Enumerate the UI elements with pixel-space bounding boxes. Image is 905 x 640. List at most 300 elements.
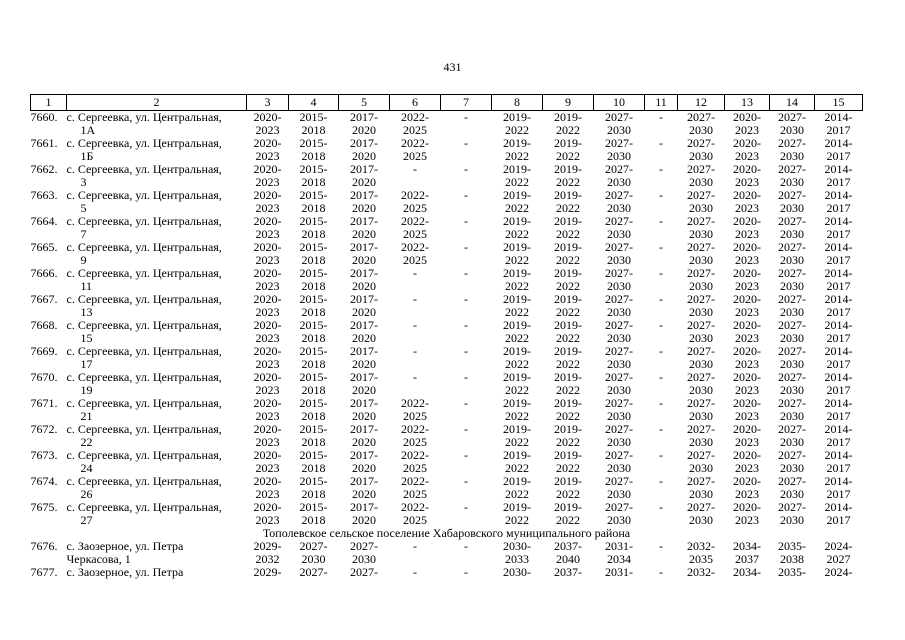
table-row bbox=[31, 111, 863, 138]
table-cell: 2019- 2022 bbox=[503, 318, 531, 345]
table-row bbox=[31, 319, 863, 345]
address-line-2: 13 bbox=[80, 305, 93, 319]
address-line-2: 24 bbox=[80, 461, 93, 475]
address-line-2: 27 bbox=[80, 513, 93, 527]
table-cell: 2019- 2022 bbox=[554, 344, 582, 371]
address-line-1: с. Сергеевка, ул. Центральная, bbox=[66, 110, 222, 124]
table-cell: 2019- 2022 bbox=[503, 136, 531, 163]
table-cell: 2027- 2030 bbox=[605, 500, 633, 527]
table-cell: - bbox=[413, 292, 417, 306]
table-cell: 2022- 2025 bbox=[401, 448, 429, 475]
table-cell: 2020- 2023 bbox=[253, 110, 282, 137]
column-header-13: 13 bbox=[725, 95, 770, 111]
table-cell: 2030- bbox=[503, 566, 531, 579]
table-cell: 2019- 2022 bbox=[503, 500, 531, 527]
table-cell: 2019- 2022 bbox=[554, 266, 582, 293]
table-cell: 2037- bbox=[554, 566, 582, 579]
address-line-2: 9 bbox=[80, 253, 87, 267]
address-line-1: с. Сергеевка, ул. Центральная, bbox=[66, 136, 222, 150]
table-cell: 2020- 2023 bbox=[253, 474, 282, 501]
table-cell: 2029- 2032 bbox=[253, 539, 282, 566]
table-cell: 2014- 2017 bbox=[824, 110, 853, 137]
table-cell: 2017- 2020 bbox=[350, 136, 378, 163]
table-cell: 2027- 2030 bbox=[687, 162, 715, 189]
table-cell: 2015- 2018 bbox=[299, 136, 328, 163]
column-header-15: 15 bbox=[815, 95, 863, 111]
table-cell: 2027- 2030 bbox=[605, 370, 633, 397]
table-cell: - bbox=[413, 318, 417, 332]
table-cell: 2014- 2017 bbox=[824, 136, 853, 163]
table-cell: 2027- 2030 bbox=[350, 539, 378, 566]
table-cell: 2015- 2018 bbox=[299, 500, 328, 527]
table-cell: - bbox=[464, 136, 468, 150]
table-cell: - bbox=[464, 318, 468, 332]
table-cell: 2027- 2030 bbox=[605, 214, 633, 241]
table-cell: 2015- 2018 bbox=[299, 344, 328, 371]
address-line-1: с. Сергеевка, ул. Центральная, bbox=[66, 240, 222, 254]
table-cell: - bbox=[659, 110, 663, 124]
table-cell: 2017- 2020 bbox=[350, 162, 378, 189]
table-cell: 2015- 2018 bbox=[299, 162, 328, 189]
table-cell: 2014- 2017 bbox=[824, 448, 853, 475]
address-cell bbox=[67, 215, 247, 241]
table-row bbox=[31, 397, 863, 423]
table-cell: 2022- 2025 bbox=[401, 136, 429, 163]
table-cell: - bbox=[659, 318, 663, 332]
address-cell bbox=[67, 501, 247, 527]
address-line-1: с. Сергеевка, ул. Центральная, bbox=[66, 396, 222, 410]
table-cell: 2027- 2030 bbox=[687, 110, 715, 137]
table-cell: - bbox=[659, 162, 663, 176]
table-cell: 2027- 2030 bbox=[687, 318, 715, 345]
table-cell: 2019- 2022 bbox=[554, 422, 582, 449]
table-cell: 2017- 2020 bbox=[350, 318, 378, 345]
table-cell: 2027- 2030 bbox=[605, 136, 633, 163]
address-cell bbox=[67, 293, 247, 319]
table-cell: 2017- 2020 bbox=[350, 422, 378, 449]
table-row bbox=[31, 215, 863, 241]
table-cell: 2027- 2030 bbox=[778, 318, 806, 345]
table-cell: 2014- 2017 bbox=[824, 266, 853, 293]
table-cell: 2027- 2030 bbox=[778, 162, 806, 189]
table-cell: - bbox=[659, 539, 663, 553]
table-cell: 2020- 2023 bbox=[733, 448, 761, 475]
table-cell: - bbox=[659, 500, 663, 514]
table-cell: 2020- 2023 bbox=[253, 240, 282, 267]
table-cell: 2027- 2030 bbox=[778, 188, 806, 215]
table-cell: 2019- 2022 bbox=[554, 292, 582, 319]
table-cell: 2027- 2030 bbox=[778, 240, 806, 267]
table-cell: 2014- 2017 bbox=[824, 422, 853, 449]
table-cell: - bbox=[464, 344, 468, 358]
address-line-2: 1Б bbox=[80, 149, 94, 163]
table-cell: 2034- bbox=[733, 566, 761, 579]
table-cell: 2015- 2018 bbox=[299, 240, 328, 267]
table-cell: 2027- 2030 bbox=[778, 266, 806, 293]
table-cell: 2027- 2030 bbox=[778, 422, 806, 449]
table-cell: - bbox=[464, 110, 468, 124]
table-cell: 2020- 2023 bbox=[253, 136, 282, 163]
table-cell: 2027- 2030 bbox=[605, 292, 633, 319]
address-cell bbox=[67, 397, 247, 423]
address-line-2: 3 bbox=[80, 175, 87, 189]
table-cell: 2027- 2030 bbox=[605, 188, 633, 215]
table-cell: 2035- 2038 bbox=[778, 539, 806, 566]
table-cell: 2020- 2023 bbox=[733, 422, 761, 449]
table-cell: 2027- bbox=[350, 566, 378, 579]
table-cell: 2017- 2020 bbox=[350, 110, 378, 137]
address-line-1: с. Сергеевка, ул. Центральная, bbox=[66, 318, 222, 332]
address-line-1: с. Сергеевка, ул. Центральная, bbox=[66, 500, 222, 514]
table-cell: 2022- 2025 bbox=[401, 240, 429, 267]
address-cell bbox=[67, 566, 247, 579]
table-cell: 2027- 2030 bbox=[299, 539, 328, 566]
table-cell: - bbox=[464, 188, 468, 202]
address-line-2: 21 bbox=[80, 409, 93, 423]
table-cell: 2027- 2030 bbox=[778, 214, 806, 241]
table-cell: 2019- 2022 bbox=[503, 448, 531, 475]
table-cell: 2027- 2030 bbox=[605, 318, 633, 345]
table-cell: 2017- 2020 bbox=[350, 188, 378, 215]
table-cell: 2019- 2022 bbox=[554, 214, 582, 241]
table-row bbox=[31, 449, 863, 475]
table-cell: - bbox=[464, 474, 468, 488]
address-cell bbox=[67, 371, 247, 397]
table-cell: 2027- 2030 bbox=[605, 266, 633, 293]
table-row bbox=[31, 293, 863, 319]
table-cell: 2027- 2030 bbox=[687, 136, 715, 163]
table-cell: 2027- 2030 bbox=[605, 474, 633, 501]
table-cell: 2020- 2023 bbox=[733, 214, 761, 241]
table-cell: 2027- 2030 bbox=[687, 214, 715, 241]
table-cell: 2031- 2034 bbox=[605, 539, 633, 566]
address-line-1: с. Сергеевка, ул. Центральная, bbox=[66, 292, 222, 306]
table-cell: 2027- 2030 bbox=[687, 370, 715, 397]
table-cell: 2027- 2030 bbox=[778, 344, 806, 371]
table-cell: 2031- bbox=[605, 566, 633, 579]
table-row bbox=[31, 475, 863, 501]
table-cell: 2037- 2040 bbox=[554, 539, 582, 566]
address-cell bbox=[67, 540, 247, 566]
address-line-2: 15 bbox=[80, 331, 93, 345]
table-cell: - bbox=[659, 566, 663, 579]
address-line-2: 26 bbox=[80, 487, 93, 501]
table-cell: 2019- 2022 bbox=[503, 214, 531, 241]
table-cell: 2015- 2018 bbox=[299, 448, 328, 475]
table-cell: - bbox=[659, 214, 663, 228]
table-cell: - bbox=[464, 396, 468, 410]
table-row bbox=[31, 137, 863, 163]
table-cell: - bbox=[659, 266, 663, 280]
table-cell: 2019- 2022 bbox=[503, 344, 531, 371]
table-cell: 2027- 2030 bbox=[605, 344, 633, 371]
address-line-2: 1А bbox=[80, 123, 96, 137]
column-header-3: 3 bbox=[247, 95, 289, 111]
column-header-6: 6 bbox=[390, 95, 441, 111]
table-cell: 2020- 2023 bbox=[253, 344, 282, 371]
table-cell: 2032- 2035 bbox=[687, 539, 715, 566]
address-line-2: Черкасова, 1 bbox=[66, 552, 131, 566]
table-cell: 2030- 2033 bbox=[503, 539, 531, 566]
column-header-2: 2 bbox=[67, 95, 247, 111]
table-cell: 2020- 2023 bbox=[253, 500, 282, 527]
table-cell: 2019- 2022 bbox=[503, 370, 531, 397]
table-cell: 2027- 2030 bbox=[605, 110, 633, 137]
column-header-9: 9 bbox=[543, 95, 594, 111]
address-cell bbox=[67, 319, 247, 345]
table-cell: 2017- 2020 bbox=[350, 344, 378, 371]
table-row bbox=[31, 423, 863, 449]
table-cell: 2015- 2018 bbox=[299, 110, 328, 137]
table-cell: - bbox=[464, 566, 468, 579]
table-cell: 2027- 2030 bbox=[778, 292, 806, 319]
address-line-1: с. Сергеевка, ул. Центральная, bbox=[66, 266, 222, 280]
table-cell: 2022- 2025 bbox=[401, 188, 429, 215]
table-cell: - bbox=[659, 136, 663, 150]
table-row bbox=[31, 241, 863, 267]
table-cell: 2019- 2022 bbox=[503, 240, 531, 267]
table-cell: 2015- 2018 bbox=[299, 422, 328, 449]
table-cell: 2020- 2023 bbox=[733, 240, 761, 267]
table-cell: - bbox=[413, 344, 417, 358]
table-cell: - bbox=[464, 500, 468, 514]
table-cell: - bbox=[464, 266, 468, 280]
table-cell: 2019- 2022 bbox=[503, 396, 531, 423]
address-cell bbox=[67, 423, 247, 449]
table-cell: - bbox=[464, 448, 468, 462]
table-row bbox=[31, 189, 863, 215]
table-cell: 2017- 2020 bbox=[350, 266, 378, 293]
section-title: Тополевское сельское поселение Хабаровского муниципального района bbox=[262, 526, 631, 540]
row-number: 7661. bbox=[30, 136, 58, 150]
table-cell: 2019- 2022 bbox=[554, 240, 582, 267]
table-cell: 2014- 2017 bbox=[824, 240, 853, 267]
table-cell: - bbox=[464, 539, 468, 553]
table-cell: - bbox=[464, 422, 468, 436]
address-cell bbox=[67, 241, 247, 267]
address-line-1: с. Сергеевка, ул. Центральная, bbox=[66, 448, 222, 462]
address-cell bbox=[67, 189, 247, 215]
page-number: 431 bbox=[443, 60, 462, 74]
address-line-1: с. Сергеевка, ул. Центральная, bbox=[66, 214, 222, 228]
address-line-2: 5 bbox=[80, 201, 87, 215]
address-cell bbox=[67, 475, 247, 501]
table-cell: 2017- 2020 bbox=[350, 448, 378, 475]
row-number: 7671. bbox=[30, 396, 58, 410]
table-cell: 2019- 2022 bbox=[503, 474, 531, 501]
table-cell: 2020- 2023 bbox=[253, 214, 282, 241]
table-cell: 2020- 2023 bbox=[733, 136, 761, 163]
address-line-2: 19 bbox=[80, 383, 93, 397]
table-cell: 2019- 2022 bbox=[554, 474, 582, 501]
table-cell: - bbox=[464, 214, 468, 228]
address-line-1: с. Сергеевка, ул. Центральная, bbox=[66, 370, 222, 384]
table-cell: 2027- 2030 bbox=[778, 474, 806, 501]
table-cell: 2020- 2023 bbox=[733, 344, 761, 371]
table-cell: 2017- 2020 bbox=[350, 474, 378, 501]
table-cell: 2020- 2023 bbox=[733, 396, 761, 423]
address-cell bbox=[67, 163, 247, 189]
address-cell bbox=[67, 449, 247, 475]
table-cell: 2017- 2020 bbox=[350, 214, 378, 241]
table-row bbox=[31, 371, 863, 397]
table-cell: - bbox=[413, 370, 417, 384]
table-cell: 2019- 2022 bbox=[554, 500, 582, 527]
table-cell: 2022- 2025 bbox=[401, 422, 429, 449]
table-cell: - bbox=[659, 474, 663, 488]
table-cell: 2029- bbox=[253, 566, 282, 579]
address-line-2: 7 bbox=[80, 227, 87, 241]
table-cell: 2019- 2022 bbox=[554, 396, 582, 423]
table-cell: 2027- 2030 bbox=[778, 136, 806, 163]
table-cell: 2022- 2025 bbox=[401, 214, 429, 241]
table-cell: 2027- 2030 bbox=[687, 344, 715, 371]
table-cell: 2027- 2030 bbox=[778, 370, 806, 397]
table-cell: 2027- 2030 bbox=[687, 188, 715, 215]
table-cell: 2027- 2030 bbox=[778, 500, 806, 527]
table-cell: 2020- 2023 bbox=[253, 448, 282, 475]
table-cell: 2022- 2025 bbox=[401, 500, 429, 527]
address-cell bbox=[67, 137, 247, 163]
address-line-2: 17 bbox=[80, 357, 93, 371]
table-cell: 2027- 2030 bbox=[687, 292, 715, 319]
row-number: 7676. bbox=[30, 539, 58, 553]
table-cell: 2027- 2030 bbox=[778, 110, 806, 137]
table-cell: 2019- 2022 bbox=[503, 110, 531, 137]
row-number: 7674. bbox=[30, 474, 58, 488]
table-row bbox=[31, 540, 863, 566]
table-cell: - bbox=[413, 539, 417, 553]
table-row bbox=[31, 345, 863, 371]
table-cell: 2014- 2017 bbox=[824, 292, 853, 319]
table-cell: 2020- 2023 bbox=[253, 266, 282, 293]
table-cell: 2020- 2023 bbox=[253, 370, 282, 397]
table-cell: 2017- 2020 bbox=[350, 500, 378, 527]
table-cell: 2020- 2023 bbox=[253, 292, 282, 319]
address-cell bbox=[67, 267, 247, 293]
table-cell: 2015- 2018 bbox=[299, 188, 328, 215]
address-cell bbox=[67, 111, 247, 138]
table-cell: 2020- 2023 bbox=[253, 318, 282, 345]
table-cell: 2027- 2030 bbox=[605, 162, 633, 189]
table-cell: 2019- 2022 bbox=[503, 292, 531, 319]
table-cell: 2020- 2023 bbox=[733, 266, 761, 293]
address-line-1: с. Сергеевка, ул. Центральная, bbox=[66, 188, 222, 202]
address-line-2: 11 bbox=[80, 279, 93, 293]
column-header-5: 5 bbox=[339, 95, 390, 111]
row-number: 7664. bbox=[30, 214, 58, 228]
table-cell: 2020- 2023 bbox=[253, 422, 282, 449]
table-cell: 2020- 2023 bbox=[733, 162, 761, 189]
table-row bbox=[31, 267, 863, 293]
table-row bbox=[31, 163, 863, 189]
table-cell: 2019- 2022 bbox=[554, 370, 582, 397]
table-cell: 2019- 2022 bbox=[503, 266, 531, 293]
data-table bbox=[30, 94, 863, 579]
row-number: 7666. bbox=[30, 266, 58, 280]
table-cell: - bbox=[413, 566, 417, 579]
table-cell: 2019- 2022 bbox=[554, 110, 582, 137]
table-cell: - bbox=[413, 162, 417, 176]
table-cell: 2015- 2018 bbox=[299, 370, 328, 397]
column-header-10: 10 bbox=[594, 95, 645, 111]
address-line-2: 22 bbox=[80, 435, 93, 449]
table-cell: 2020- 2023 bbox=[253, 188, 282, 215]
table-cell: - bbox=[413, 266, 417, 280]
table-cell: 2019- 2022 bbox=[503, 188, 531, 215]
address-line-1: с. Заозерное, ул. Петра bbox=[66, 539, 184, 553]
column-header-12: 12 bbox=[678, 95, 725, 111]
table-cell: 2027- 2030 bbox=[605, 396, 633, 423]
table-cell: 2027- 2030 bbox=[687, 500, 715, 527]
table-cell: 2035- bbox=[778, 566, 806, 579]
table-cell: 2014- 2017 bbox=[824, 188, 853, 215]
table-cell: 2027- 2030 bbox=[687, 448, 715, 475]
row-number: 7670. bbox=[30, 370, 58, 384]
table-cell: 2027- 2030 bbox=[778, 396, 806, 423]
address-cell bbox=[67, 345, 247, 371]
row-number: 7677. bbox=[30, 566, 58, 579]
table-cell: 2014- 2017 bbox=[824, 500, 853, 527]
table-cell: 2032- bbox=[687, 566, 715, 579]
column-header-11: 11 bbox=[645, 95, 678, 111]
table-cell: 2020- 2023 bbox=[253, 162, 282, 189]
table-cell: - bbox=[659, 292, 663, 306]
table-cell: 2027- 2030 bbox=[605, 422, 633, 449]
column-header-4: 4 bbox=[289, 95, 339, 111]
table-cell: - bbox=[464, 162, 468, 176]
table-cell: 2020- 2023 bbox=[733, 292, 761, 319]
table-cell: 2022- 2025 bbox=[401, 110, 429, 137]
table-cell: 2019- 2022 bbox=[554, 162, 582, 189]
row-number: 7669. bbox=[30, 344, 58, 358]
row-number: 7667. bbox=[30, 292, 58, 306]
table-cell: 2027- 2030 bbox=[687, 422, 715, 449]
table-cell: 2015- 2018 bbox=[299, 292, 328, 319]
table-cell: 2024- 2027 bbox=[824, 539, 853, 566]
table-cell: 2027- bbox=[299, 566, 328, 579]
table-cell: - bbox=[659, 240, 663, 254]
row-number: 7662. bbox=[30, 162, 58, 176]
table-cell: 2014- 2017 bbox=[824, 370, 853, 397]
address-line-1: с. Сергеевка, ул. Центральная, bbox=[66, 344, 222, 358]
table-cell: - bbox=[659, 188, 663, 202]
table-row bbox=[31, 566, 863, 579]
table-cell: 2027- 2030 bbox=[687, 474, 715, 501]
table-cell: 2014- 2017 bbox=[824, 474, 853, 501]
table-cell: 2014- 2017 bbox=[824, 318, 853, 345]
table-cell: 2020- 2023 bbox=[253, 396, 282, 423]
table-cell: - bbox=[464, 370, 468, 384]
address-line-1: с. Сергеевка, ул. Центральная, bbox=[66, 474, 222, 488]
table-cell: 2022- 2025 bbox=[401, 474, 429, 501]
row-number: 7672. bbox=[30, 422, 58, 436]
table-cell: 2017- 2020 bbox=[350, 292, 378, 319]
table-cell: 2017- 2020 bbox=[350, 370, 378, 397]
table-cell: 2020- 2023 bbox=[733, 110, 761, 137]
table-cell: 2027- 2030 bbox=[605, 240, 633, 267]
column-header-14: 14 bbox=[770, 95, 815, 111]
table-cell: 2015- 2018 bbox=[299, 318, 328, 345]
table-cell: - bbox=[659, 396, 663, 410]
column-header-8: 8 bbox=[492, 95, 543, 111]
row-number: 7665. bbox=[30, 240, 58, 254]
table-cell: 2019- 2022 bbox=[503, 422, 531, 449]
table-cell: 2017- 2020 bbox=[350, 396, 378, 423]
table-cell: 2019- 2022 bbox=[554, 188, 582, 215]
table-cell: 2019- 2022 bbox=[554, 448, 582, 475]
table-cell: 2022- 2025 bbox=[401, 396, 429, 423]
